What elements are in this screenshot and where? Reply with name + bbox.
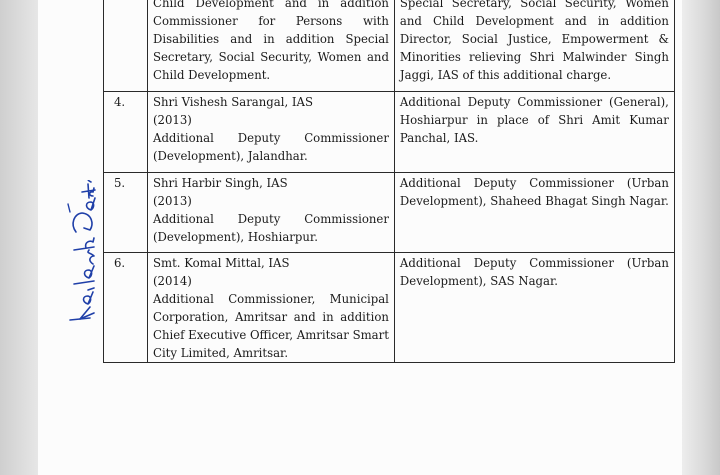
- posting-cell: Additional Deputy Commissioner (Urban Development), SAS Nagar.: [394, 253, 674, 363]
- table-row: [104, 173, 675, 253]
- posting-cell: Additional Deputy Commissioner (Urban Development), Shaheed Bhagat Singh Nagar.: [394, 173, 674, 253]
- posting-cell: Additional Deputy Commissioner (General), Hoshiarpur in place of Shri Amit Kumar Panchal, IAS.: [394, 92, 674, 173]
- scan-right-margin: [682, 0, 720, 475]
- scan-left-margin: [0, 0, 38, 475]
- table-row: [104, 0, 675, 92]
- handwritten-signature: [60, 180, 110, 325]
- posting-cell: Special Secretary, Social Security, Women and Child Development and in addition Director, Social Justice, Empowerment & Minorities relieving Shri Malwinder Singh Jaggi, IAS of this additional charge.: [394, 0, 674, 92]
- posting-orders-table: [103, 0, 675, 363]
- table-row: [104, 253, 675, 363]
- officer-cell: Smt. Komal Mittal, IAS (2014) Additional Commissioner, Municipal Corporation, Amritsar and in addition Chief Executive Officer, Amritsar Smart City Limited, Amritsar.: [148, 253, 395, 363]
- officer-cell: Shri Harbir Singh, IAS (2013) Additional Deputy Commissioner (Development), Hoshiarpur.: [148, 173, 395, 253]
- serial-number-cell: 5.: [104, 173, 148, 253]
- serial-number-cell: [104, 0, 148, 92]
- serial-number-cell: 6.: [104, 253, 148, 363]
- table-row: [104, 92, 675, 173]
- officer-cell: Shri Vishesh Sarangal, IAS (2013) Additional Deputy Commissioner (Development), Jalandhar.: [148, 92, 395, 173]
- serial-number-cell: 4.: [104, 92, 148, 173]
- officer-cell: Child Development and in addition Commissioner for Persons with Disabilities and in addition Special Secretary, Social Security, Women and Child Development.: [148, 0, 395, 92]
